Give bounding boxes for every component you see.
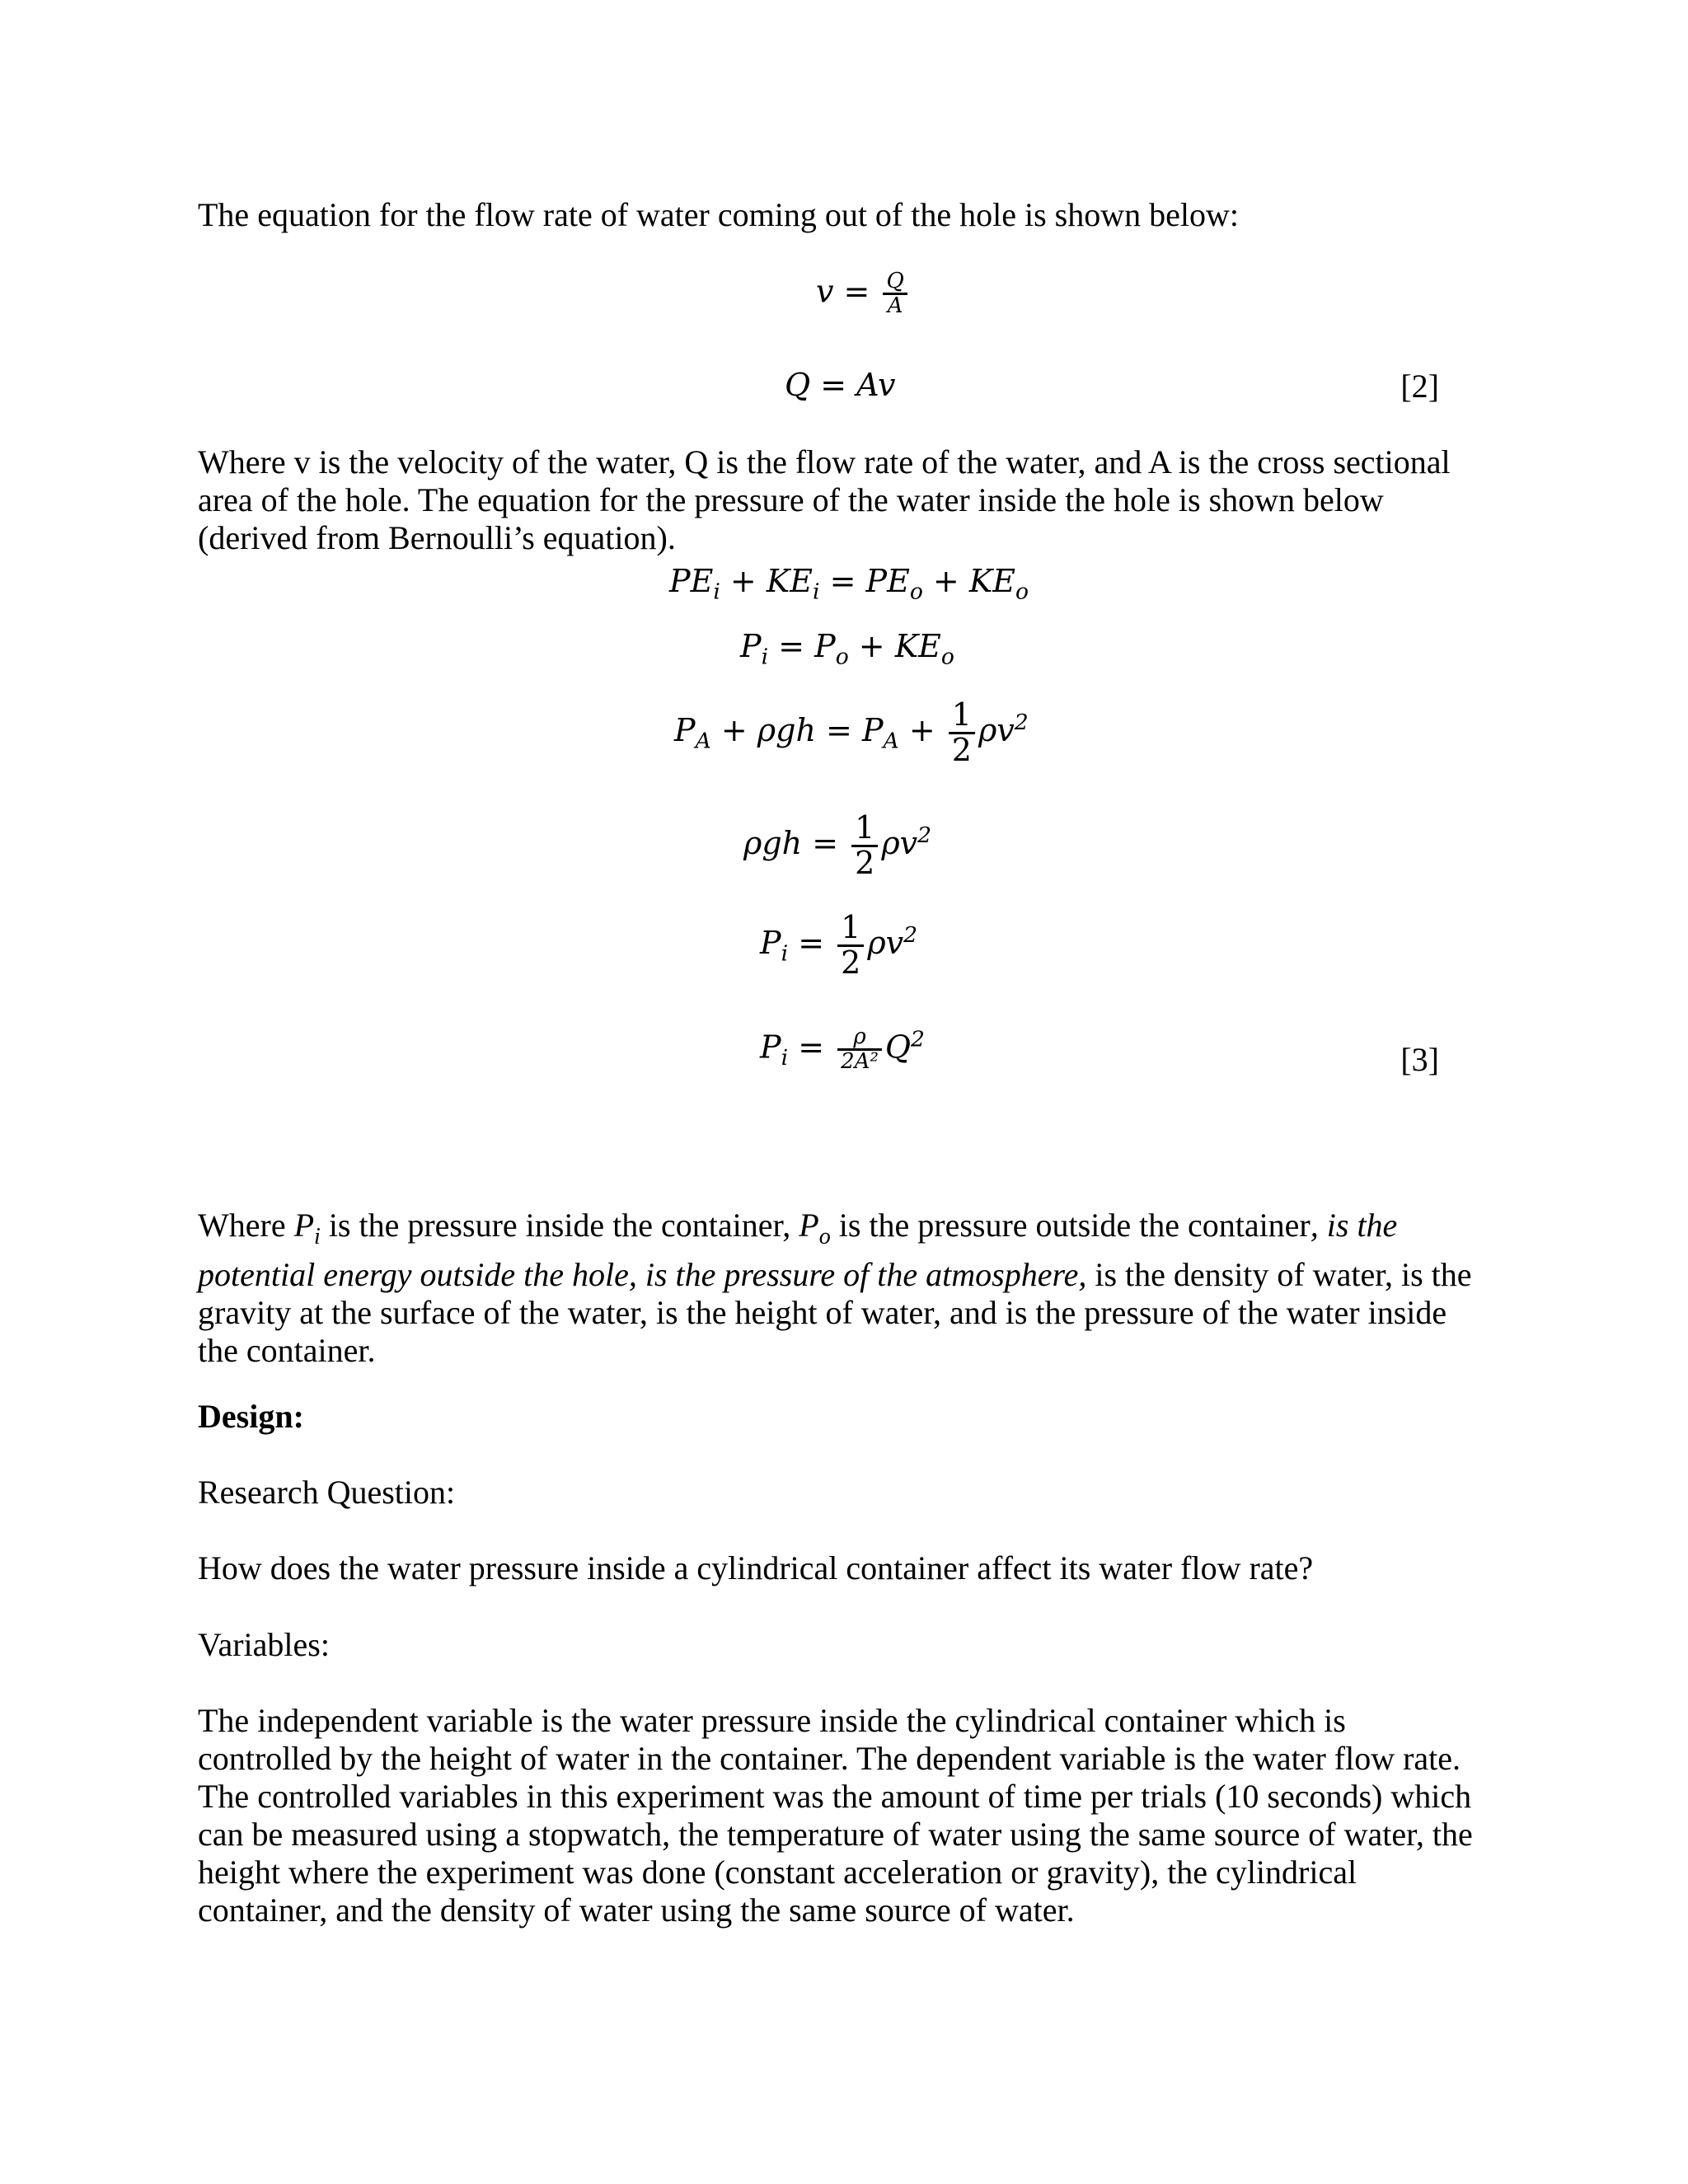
pressure-definition-paragraph [198,1207,1484,1370]
p-term: P [760,1029,781,1066]
research-question-label: Research Question: [198,1474,456,1511]
pa-term: P [674,711,696,748]
sub-i: i [812,579,820,605]
intro-paragraph: The equation for the flow rate of water coming out of the hole is shown below: [198,196,1239,233]
sub-i: i [314,1224,321,1249]
sub-a: A [883,728,899,754]
bernoulli-line-5 [760,909,918,981]
ke-term: + KE [729,563,813,599]
half-fraction [949,696,975,768]
numerator: ρ [837,1026,882,1051]
variables-label: Variables: [198,1626,330,1663]
ke-out-term: + KE [858,628,941,664]
rho-v-term: ρv [881,824,918,861]
q-term: Q [884,1029,912,1066]
text-segment: is the pressure inside the container, [320,1207,799,1244]
exponent: 2 [917,823,932,849]
numerator: 1 [837,912,864,947]
sub-o: o [909,579,923,605]
rho-v-term: ρv [978,711,1015,748]
text-segment: Where [198,1207,294,1244]
bernoulli-line-4 [743,809,932,881]
design-heading: Design: [198,1398,304,1435]
sub-a: A [695,728,711,754]
italic-text-segment: , is the potential energy outside the hole, is the pressure of the atmosphere, [198,1207,1398,1293]
equation-flow-rate: Q = Av [785,367,896,403]
half-fraction [837,909,864,981]
research-question-text: How does the water pressure inside a cylindrical container affect its water flow rate? [198,1549,1314,1586]
sub-i: i [781,940,789,967]
exponent: 2 [911,1026,925,1052]
numerator: 1 [949,699,975,734]
pi-symbol: P [293,1207,315,1244]
denominator: 2 [951,731,972,768]
sub-o: o [940,644,954,670]
variables-definition-paragraph: Where v is the velocity of the water, Q is the flow rate of the water, and A is the cross sectional area of the hole. The equation for the pressure of the water inside the hole is shown below (derived from Bernoulli’s equation). [198,443,1451,556]
sub-o: o [818,1224,831,1249]
sub-i: i [713,579,720,605]
rho-over-2a2-fraction [837,1026,882,1074]
bernoulli-line-6 [760,1026,925,1074]
exponent: 2 [1014,710,1029,736]
equation-reference-3: [3] [1400,1041,1439,1078]
bernoulli-line-3 [674,696,1029,768]
pe-term: PE [669,563,714,599]
equals-sign: = [798,924,825,961]
bernoulli-line-2 [740,628,954,670]
rho-v-term: ρv [867,924,904,961]
ke-out-term: + KE [932,563,1015,599]
equals-sign: = [798,1029,825,1066]
text-segment: is the density of water, is the gravity at the surface of the water, is the height of water, and is the pressure of the water inside the container. [198,1256,1472,1369]
rho-g-h-term: + ρgh = P [720,711,884,748]
numerator: 1 [851,812,878,847]
denominator: 2 [855,844,875,881]
variables-paragraph: The independent variable is the water pressure inside the cylindrical container which is controlled by the height of water in the container. The dependent variable is the water flow rate. The controlled variables in this experiment was the amount of time per trials (10 seconds) which can be measured using a stopwatch, the temperature of water using the same source of water, the height where the experiment was done (constant acceleration or gravity), the cylindrical container, and the density of water using the same source of water. [198,1702,1473,1929]
sub-i: i [781,1044,789,1071]
p-out-term: = P [778,628,836,664]
text-segment: is the pressure outside the container [830,1207,1311,1244]
half-fraction [851,809,878,881]
denominator: 2 [841,944,861,981]
equation-velocity [816,270,911,318]
eq1-lhs: v = [816,273,870,310]
sub-o: o [835,644,849,670]
bernoulli-line-1 [669,563,1029,605]
eq1-denominator: A [887,293,903,319]
pe-out-term: = PE [829,563,910,599]
exponent: 2 [903,922,918,949]
sub-o: o [1015,579,1029,605]
sub-i: i [761,644,769,670]
p-term: P [740,628,762,664]
rho-g-h-term: ρgh = [743,824,839,861]
p-term: P [760,924,781,961]
equation-reference-2: [2] [1400,368,1439,405]
po-symbol: P [799,1207,819,1244]
eq1-numerator: Q [883,270,907,295]
denominator: 2A² [841,1049,879,1075]
plus-sign: + [908,711,935,748]
eq1-fraction [883,270,907,318]
